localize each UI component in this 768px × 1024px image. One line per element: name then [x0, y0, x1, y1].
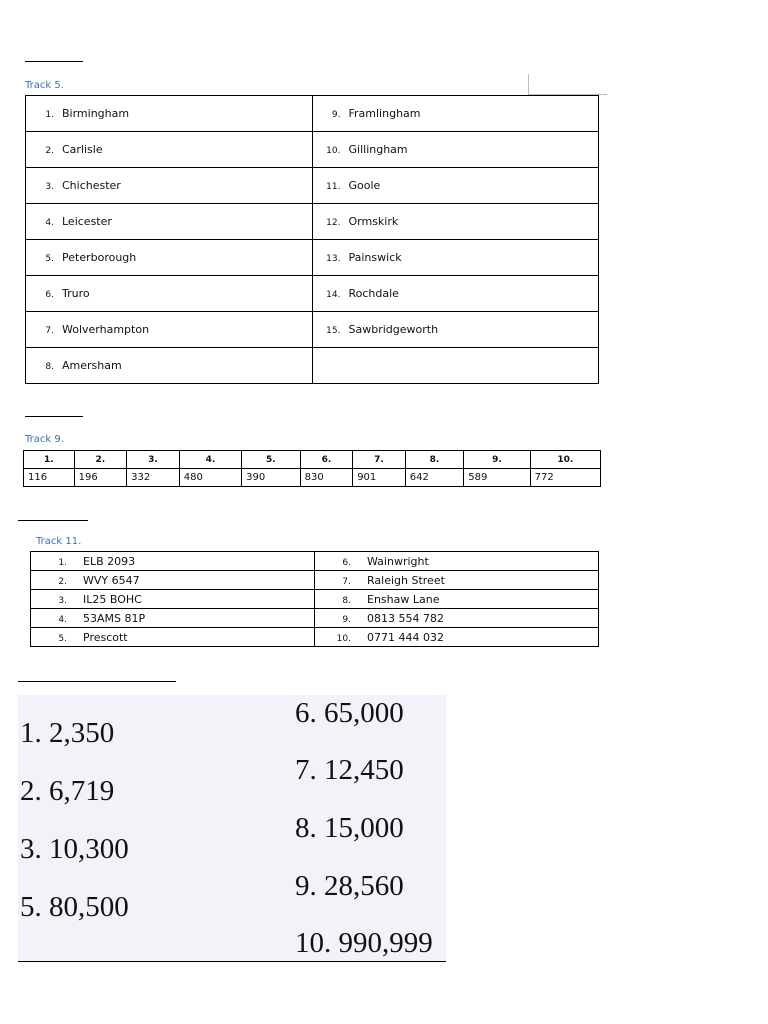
track9-header-cell: 8.: [405, 451, 463, 469]
place-name: Birmingham: [62, 107, 130, 120]
track5-cell-left: [26, 312, 313, 348]
item-number: 10.: [326, 146, 341, 156]
item-number: 5.: [45, 254, 54, 264]
item-number: 7.: [342, 576, 351, 587]
track9-header-cell: 3.: [127, 451, 180, 469]
track9-label: Track 9.: [25, 434, 64, 445]
item-number: 9.: [331, 110, 341, 120]
track9-value-row: [24, 469, 601, 487]
answer-text: 0813 554 782: [367, 611, 444, 625]
track5-label: Track 5.: [25, 80, 64, 91]
answer-text: ELB 2093: [83, 554, 136, 568]
track9-header-cell: 9.: [464, 451, 530, 469]
track11-cell-left: [31, 609, 315, 628]
track5-cell-left: [26, 240, 313, 276]
track11-cell-right: [315, 609, 599, 628]
track5-cell-left: [26, 132, 313, 168]
track5-cell-left: [26, 168, 313, 204]
item-number: 9.: [342, 614, 351, 625]
item-number: 5.: [58, 633, 67, 644]
item-number: 3.: [58, 595, 67, 606]
track9-value-cell: 901: [353, 469, 406, 487]
track11-row: [31, 590, 599, 609]
section-rule-2: [25, 416, 83, 417]
track11-cell-left: [31, 571, 315, 590]
answer-text: Prescott: [83, 630, 128, 644]
track11-cell-right: [315, 628, 599, 647]
place-name: Wolverhampton: [62, 323, 150, 336]
number-item-left: 5. 80,500: [20, 891, 129, 923]
place-name: Leicester: [62, 215, 112, 228]
numbers-block: [18, 695, 446, 962]
item-number: 1.: [58, 557, 67, 568]
track5-cell-right: [312, 276, 599, 312]
track5-cell-right: [312, 240, 599, 276]
track9-header-cell: 2.: [74, 451, 127, 469]
item-number: 6.: [45, 290, 54, 300]
section-rule-1: [25, 61, 83, 62]
track11-cell-right: [315, 552, 599, 571]
place-name: Sawbridgeworth: [348, 323, 439, 336]
place-name: Goole: [348, 179, 381, 192]
place-name: Amersham: [62, 359, 122, 372]
place-name: Chichester: [62, 179, 121, 192]
track9-header-cell: 5.: [242, 451, 300, 469]
track11-row: [31, 571, 599, 590]
number-item-right: 7. 12,450: [295, 754, 404, 786]
number-item-right: 8. 15,000: [295, 812, 404, 844]
track9-value-cell: 480: [179, 469, 241, 487]
answer-text: 0771 444 032: [367, 630, 444, 644]
track5-cell-right: [312, 96, 599, 132]
page-corner-mark: [528, 74, 607, 95]
place-name: Rochdale: [348, 287, 399, 300]
item-number: 2.: [45, 146, 54, 156]
track9-value-cell: 589: [464, 469, 530, 487]
track5-row: [26, 204, 599, 240]
item-number: 12.: [326, 218, 341, 228]
section-rule-3: [18, 520, 88, 521]
place-name: Truro: [62, 287, 90, 300]
track5-cell-right: [312, 348, 599, 384]
track11-row: [31, 609, 599, 628]
track9-header-cell: 6.: [300, 451, 353, 469]
track11-cell-left: [31, 628, 315, 647]
answer-text: Enshaw Lane: [367, 592, 440, 606]
track5-row: [26, 240, 599, 276]
place-name: Ormskirk: [348, 215, 399, 228]
item-number: 14.: [326, 290, 341, 300]
track5-row: [26, 348, 599, 384]
track9-value-cell: 772: [530, 469, 600, 487]
track11-cell-right: [315, 571, 599, 590]
number-item-right: 9. 28,560: [295, 870, 404, 902]
track5-row: [26, 312, 599, 348]
place-name: Carlisle: [62, 143, 103, 156]
item-number: 6.: [342, 557, 351, 568]
track5-cell-left: [26, 204, 313, 240]
track11-cell-right: [315, 590, 599, 609]
track9-table: [23, 450, 601, 487]
place-name: Painswick: [348, 251, 402, 264]
track5-row: [26, 132, 599, 168]
number-item-left: 2. 6,719: [20, 775, 115, 807]
item-number: 11.: [326, 182, 341, 192]
track9-value-cell: 332: [127, 469, 180, 487]
track9-header-cell: 4.: [179, 451, 241, 469]
place-name: Gillingham: [348, 143, 408, 156]
answer-text: Raleigh Street: [367, 573, 445, 587]
item-number: 4.: [45, 218, 54, 228]
track9-value-cell: 390: [242, 469, 300, 487]
answer-text: 53AMS 81P: [83, 611, 146, 625]
number-item-left: 3. 10,300: [20, 833, 129, 865]
number-item-right: 6. 65,000: [295, 697, 404, 729]
answer-text: IL25 BOHC: [83, 592, 142, 606]
item-number: 7.: [45, 326, 54, 336]
track11-label: Track 11.: [36, 536, 82, 547]
item-number: 13.: [326, 254, 341, 264]
track11-table: [30, 551, 599, 647]
answer-text: Wainwright: [367, 554, 429, 568]
track9-value-cell: 116: [24, 469, 75, 487]
track5-cell-left: [26, 96, 313, 132]
item-number: 10.: [336, 633, 351, 644]
item-number: 15.: [326, 326, 341, 336]
item-number: 3.: [45, 182, 54, 192]
track5-cell-right: [312, 168, 599, 204]
track9-header-row: [24, 451, 601, 469]
item-number: 1.: [45, 110, 54, 120]
track5-row: [26, 168, 599, 204]
number-item-left: 1. 2,350: [20, 717, 115, 749]
track5-table: [25, 95, 599, 384]
place-name: Framlingham: [348, 107, 421, 120]
track5-row: [26, 96, 599, 132]
item-number: 8.: [45, 362, 54, 372]
track11-row: [31, 628, 599, 647]
track11-row: [31, 552, 599, 571]
track11-cell-left: [31, 552, 315, 571]
track11-cell-left: [31, 590, 315, 609]
track9-value-cell: 830: [300, 469, 353, 487]
track9-header-cell: 7.: [353, 451, 406, 469]
track9-value-cell: 196: [74, 469, 127, 487]
track5-cell-left: [26, 276, 313, 312]
track5-cell-right: [312, 204, 599, 240]
item-number: 8.: [342, 595, 351, 606]
number-item-right: 10. 990,999: [295, 927, 433, 959]
answer-text: WVY 6547: [83, 573, 140, 587]
place-name: Peterborough: [62, 251, 137, 264]
item-number: 4.: [58, 614, 67, 625]
item-number: 2.: [58, 576, 67, 587]
section-rule-4: [18, 681, 176, 682]
track9-header-cell: 1.: [24, 451, 75, 469]
track9-header-cell: 10.: [530, 451, 600, 469]
track5-cell-right: [312, 132, 599, 168]
track5-cell-right: [312, 312, 599, 348]
track5-cell-left: [26, 348, 313, 384]
track9-value-cell: 642: [405, 469, 463, 487]
track5-row: [26, 276, 599, 312]
